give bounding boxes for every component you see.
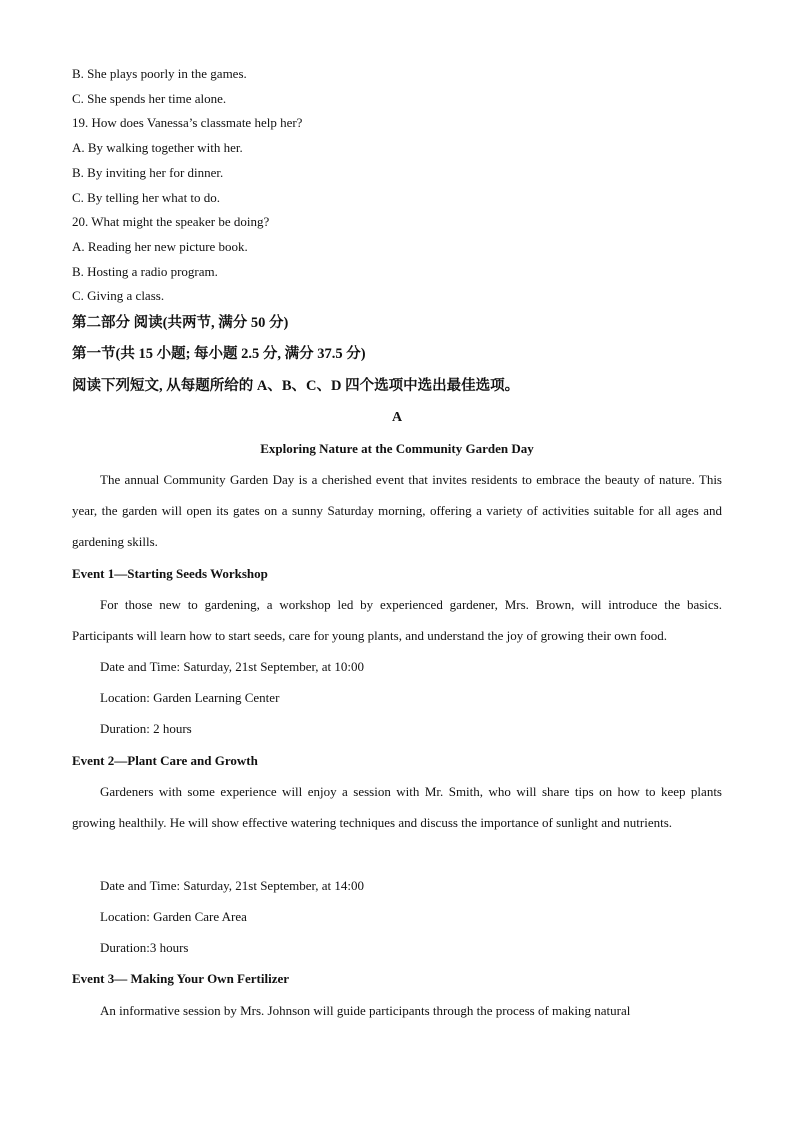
passage-letter: A [391, 410, 403, 425]
event2-heading: Event 2—Plant Care and Growth [72, 753, 258, 768]
q19-option-a: A. By walking together with her. [72, 140, 243, 155]
q19-option-b: B. By inviting her for dinner. [72, 165, 224, 180]
event3-description: An informative session by Mrs. Johnson will guide participants through the process of making natural [100, 1003, 631, 1018]
q20-option-b: B. Hosting a radio program. [72, 264, 218, 279]
event2-location: Location: Garden Care Area [100, 909, 247, 924]
event2-time: Date and Time: Saturday, 21st September, at 14:00 [100, 878, 365, 893]
event1-time: Date and Time: Saturday, 21st September, at 10:00 [100, 659, 365, 674]
q20-option-c: C. Giving a class. [72, 288, 165, 303]
event1-duration: Duration: 2 hours [100, 721, 192, 736]
part2-heading: 第二部分 阅读(共两节, 满分 50 分) [72, 315, 289, 331]
event1-heading: Event 1—Starting Seeds Workshop [72, 566, 268, 581]
event3-heading: Event 3— Making Your Own Fertilizer [72, 971, 290, 986]
q19-stem: 19. How does Vanessa’s classmate help her? [72, 115, 303, 130]
event1-location: Location: Garden Learning Center [100, 690, 280, 705]
event1-description: For those new to gardening, a workshop led by experienced gardener, Mrs. Brown, will introduce the basics. Participants will learn how to start seeds, care for young plants, and understand the joy of growing their own food. [72, 597, 722, 644]
event2-description: Gardeners with some experience will enjoy a session with Mr. Smith, who will share tips on how to keep plants growing healthily. He will show effective watering techniques and discuss the importance of sunlight and nutrients. [72, 784, 722, 831]
section1-heading: 第一节(共 15 小题; 每小题 2.5 分, 满分 37.5 分) [72, 346, 366, 362]
passage-intro: The annual Community Garden Day is a cherished event that invites residents to embrace the beauty of nature. This year, the garden will open its gates on a sunny Saturday morning, offering a variety of activities suitable for all ages and gardening skills. [72, 472, 722, 550]
q18-option-c: C. She spends her time alone. [72, 91, 227, 106]
reading-instruction: 阅读下列短文, 从每题所给的 A、B、C、D 四个选项中选出最佳选项。 [72, 378, 520, 394]
q18-option-b: B. She plays poorly in the games. [72, 66, 247, 81]
q20-stem: 20. What might the speaker be doing? [72, 214, 270, 229]
q19-option-c: C. By telling her what to do. [72, 190, 221, 205]
event2-duration: Duration:3 hours [100, 940, 189, 955]
q20-option-a: A. Reading her new picture book. [72, 239, 248, 254]
passage-title: Exploring Nature at the Community Garden Day [260, 441, 534, 456]
